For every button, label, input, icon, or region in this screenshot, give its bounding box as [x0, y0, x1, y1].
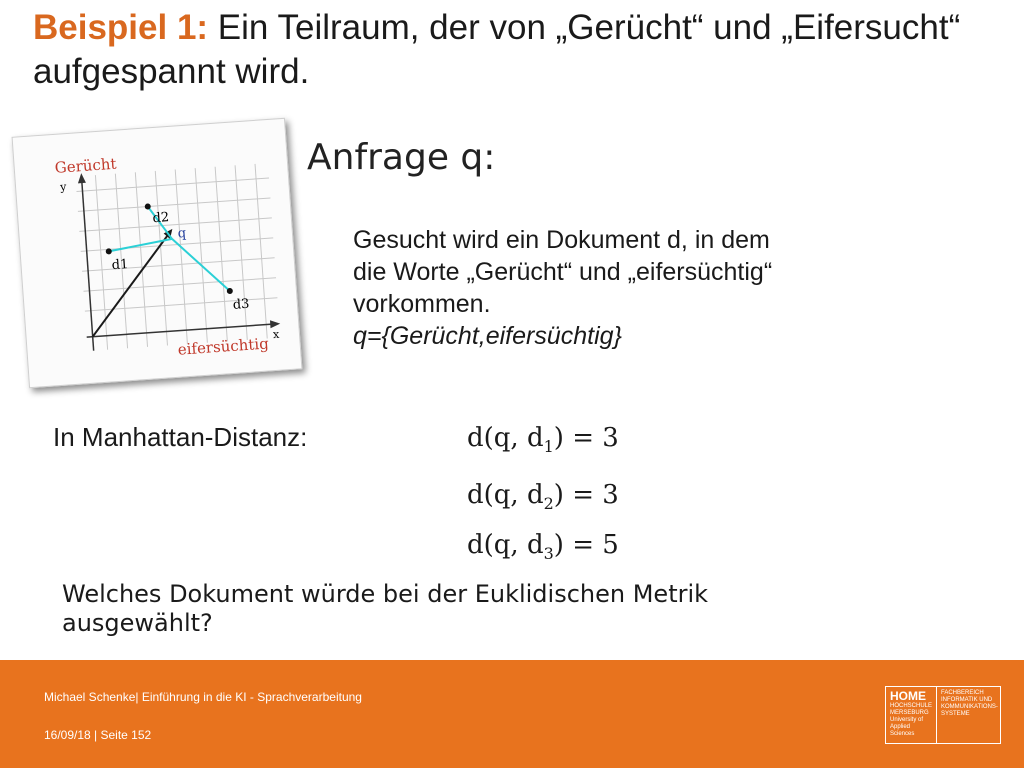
query-description — [353, 224, 953, 352]
query-heading: Anfrage q: — [307, 137, 496, 178]
formula-d2-sub: 2 — [543, 494, 554, 514]
formula-d2 — [467, 480, 619, 513]
grid — [75, 163, 280, 351]
query-line-2: die Worte „Gerücht“ und „eifersüchtig“ — [353, 258, 773, 286]
query-set: q={Gerücht,eifersüchtig} — [353, 322, 622, 350]
formula-d3 — [467, 530, 619, 563]
query-line-3: vorkommen. — [353, 290, 491, 318]
footer-date-page: 16/09/18 | Seite 152 — [44, 728, 152, 742]
y-axis — [82, 179, 94, 351]
logo-left-line-2: MERSEBURG — [890, 710, 929, 716]
logo-left-line-1: HOCHSCHULE — [890, 703, 933, 709]
formula-d1-sub: 1 — [543, 437, 554, 457]
manhattan-label: In Manhattan-Distanz: — [53, 422, 308, 452]
label-d2: d2 — [152, 210, 170, 227]
title-text: Ein Teilraum, der von „Gerücht“ und „Eifersucht“ aufgespannt wird. — [33, 8, 961, 91]
x-label: x — [272, 327, 280, 342]
logo-right — [936, 687, 1002, 743]
formula-d1-post: ) = 3 — [553, 423, 619, 453]
formula-d3-pre: d(q, d — [467, 530, 544, 560]
label-d1: d1 — [111, 257, 129, 274]
formula-d3-sub: 3 — [543, 544, 554, 564]
logo-right-line-1: FACHBEREICH — [941, 690, 984, 696]
formula-d2-pre: d(q, d — [467, 480, 544, 510]
university-logo — [885, 686, 1001, 744]
y-label: y — [59, 180, 67, 194]
label-q: q — [177, 225, 187, 242]
question-line-1: Welches Dokument würde bei der Euklidischen Metrik — [62, 580, 709, 608]
logo-home: HOME — [890, 689, 926, 703]
x-axis-word: eifersüchtig — [177, 334, 270, 359]
title-accent: Beispiel 1: — [33, 8, 209, 47]
formula-d1-pre: d(q, d — [467, 423, 544, 453]
slide-title — [33, 6, 993, 94]
question-line-2: ausgewählt? — [62, 609, 213, 637]
euclidean-question — [62, 580, 882, 638]
formula-d3-post: ) = 5 — [553, 530, 619, 560]
vector-space-diagram — [21, 127, 293, 378]
logo-left — [886, 687, 936, 743]
logo-right-line-2: INFORMATIK UND — [941, 697, 993, 703]
vector-space-figure — [12, 118, 303, 388]
logo-right-line-4: SYSTEME — [941, 711, 970, 717]
formula-d2-post: ) = 3 — [553, 480, 619, 510]
y-axis-word: Gerücht — [54, 154, 118, 177]
logo-left-line-4: Applied Sciences — [890, 724, 915, 737]
logo-right-line-3: KOMMUNIKATIONS- — [941, 704, 998, 710]
footer-bar — [0, 660, 1024, 768]
footer-author: Michael Schenke| Einführung in die KI - Sprachverarbeitung — [44, 690, 362, 704]
formula-d1 — [467, 423, 619, 456]
logo-left-line-3: University of — [890, 717, 924, 723]
label-d3: d3 — [232, 296, 250, 313]
query-line-1: Gesucht wird ein Dokument d, in dem — [353, 226, 770, 254]
